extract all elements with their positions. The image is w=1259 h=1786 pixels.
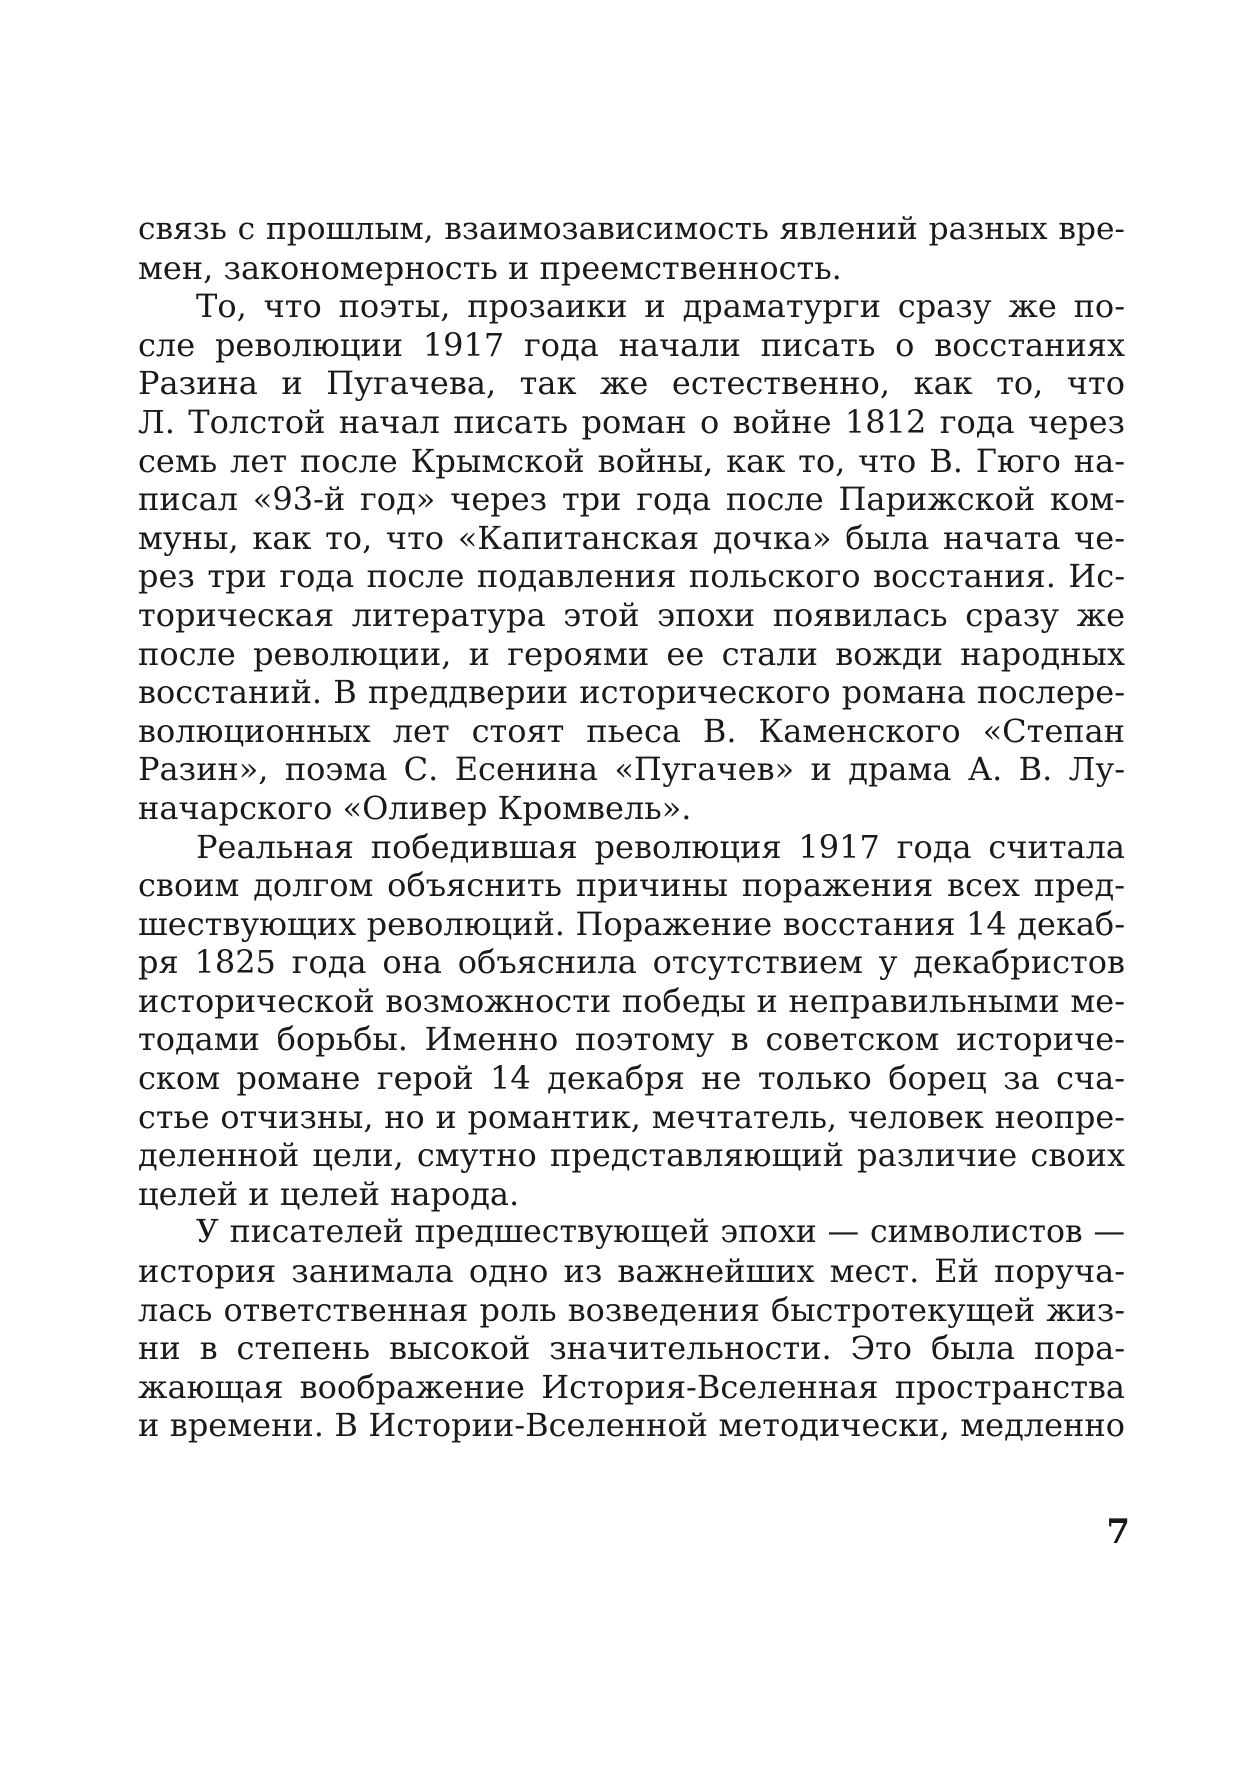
text-line: торическая литература этой эпохи появилась сразу же [138, 595, 1125, 634]
text-line: связь с прошлым, взаимозависимость явлений разных вре- [138, 211, 1125, 247]
text-line: своим долгом объяснить причины поражения всех пред- [138, 866, 1125, 905]
text-line: писал «93-й год» через три года после Парижской ком- [138, 480, 1125, 519]
text-line: жающая воображение История-Вселенная пространства [138, 1367, 1125, 1406]
text-line: целей и целей народа. [138, 1174, 520, 1213]
text-line: лась ответственная роль возведения быстротекущей жиз- [138, 1290, 1125, 1329]
page-number: 7 [1106, 1512, 1130, 1552]
text-line: Разин», поэма С. Есенина «Пугачев» и драма А. В. Лу- [138, 750, 1125, 789]
text-line: ря 1825 года она объяснила отсутствием у декабристов [138, 943, 1125, 982]
text-line: Реальная победившая революция 1917 года считала [196, 827, 1125, 866]
text-line: мен, закономерность и преемственность. [138, 248, 842, 287]
text-line: муны, как то, что «Капитанская дочка» была начата че- [138, 518, 1125, 557]
text-line: То, что поэты, прозаики и драматурги сразу же по- [196, 287, 1125, 326]
text-line: ни в степень высокой значительности. Это была пора- [138, 1329, 1125, 1368]
text-line: Разина и Пугачева, так же естественно, как то, что [138, 364, 1125, 403]
text-line: рез три года после подавления польского восстания. Ис- [138, 557, 1125, 596]
text-line: тодами борьбы. Именно поэтому в советском историче- [138, 1020, 1125, 1059]
text-line: восстаний. В преддверии исторического романа послере- [138, 673, 1125, 712]
text-line: исторической возможности победы и неправильными ме- [138, 981, 1125, 1020]
text-line: У писателей предшествующей эпохи — символистов — [196, 1214, 1125, 1251]
body-text [138, 210, 1125, 1445]
text-line: деленной цели, смутно представляющий различие своих [138, 1136, 1125, 1175]
text-line: и времени. В Истории-Вселенной методически, медленно [138, 1406, 1125, 1445]
text-line: после революции, и героями ее стали вожди народных [138, 634, 1125, 673]
text-line: ском романе герой 14 декабря не только борец за сча- [138, 1059, 1125, 1098]
text-line: волюционных лет стоят пьеса В. Каменского «Степан [138, 711, 1125, 750]
text-line: начарского «Оливер Кромвель». [138, 788, 692, 827]
text-line: стье отчизны, но и романтик, мечтатель, человек неопре- [138, 1097, 1125, 1136]
text-line: сле революции 1917 года начали писать о восстаниях [138, 325, 1125, 364]
text-line: шествующих революций. Поражение восстания 14 декаб- [138, 904, 1125, 943]
text-line: Л. Толстой начал писать роман о войне 1812 года через [138, 402, 1125, 441]
text-line: история занимала одно из важнейших мест. Ей поруча- [138, 1252, 1125, 1291]
text-line: семь лет после Крымской войны, как то, что В. Гюго на- [138, 441, 1125, 480]
